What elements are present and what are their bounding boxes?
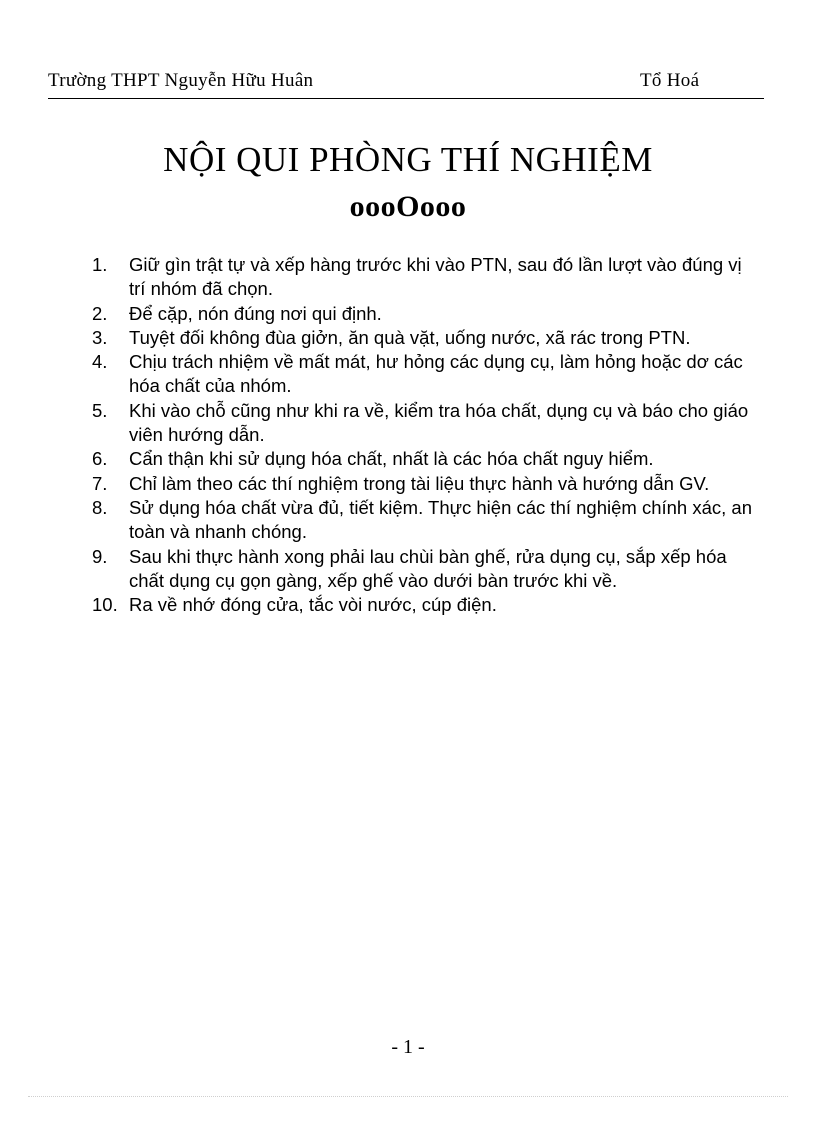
rule-number: 5. bbox=[92, 399, 108, 421]
rule-number: 8. bbox=[92, 496, 108, 518]
rule-item bbox=[92, 253, 762, 302]
rule-item bbox=[92, 593, 762, 617]
rule-text: Cẩn thận khi sử dụng hóa chất, nhất là các hóa chất nguy hiểm. bbox=[129, 448, 654, 470]
rule-text: Sau khi thực hành xong phải lau chùi bàn ghế, rửa dụng cụ, sắp xếp hóa chất dụng cụ gọn gàng, xếp ghế vào dưới bàn trước khi về. bbox=[129, 545, 727, 591]
rule-item bbox=[92, 350, 762, 399]
rule-item bbox=[92, 326, 762, 350]
rule-text: Sử dụng hóa chất vừa đủ, tiết kiệm. Thực hiện các thí nghiệm chính xác, an toàn và nhanh chóng. bbox=[129, 496, 752, 543]
page-number: - 1 - bbox=[391, 1036, 425, 1058]
rules-list bbox=[92, 253, 762, 617]
rule-text: Khi vào chỗ cũng như khi ra về, kiểm tra hóa chất, dụng cụ và báo cho giáo viên hướng dẫn. bbox=[129, 399, 749, 446]
department-name: Tổ Hoá bbox=[640, 70, 700, 91]
rule-number: 4. bbox=[92, 351, 108, 373]
rule-number: 10. bbox=[92, 594, 118, 616]
rule-item bbox=[92, 496, 762, 545]
rule-text: Để cặp, nón đúng nơi qui định. bbox=[129, 302, 382, 324]
rule-item bbox=[92, 447, 762, 471]
rule-item bbox=[92, 302, 762, 326]
page-bottom-divider bbox=[28, 1096, 788, 1097]
rule-number: 2. bbox=[92, 302, 108, 324]
rule-text: Giữ gìn trật tự và xếp hàng trước khi vào PTN, sau đó lần lượt vào đúng vị trí nhóm đã chọn. bbox=[129, 254, 742, 300]
page-header bbox=[48, 66, 764, 99]
school-name: Trường THPT Nguyễn Hữu Huân bbox=[48, 70, 314, 91]
rule-number: 3. bbox=[92, 326, 108, 348]
rule-item bbox=[92, 399, 762, 448]
rule-number: 9. bbox=[92, 545, 108, 567]
rule-text: Chỉ làm theo các thí nghiệm trong tài liệu thực hành và hướng dẫn GV. bbox=[129, 472, 710, 494]
rule-number: 7. bbox=[92, 472, 108, 494]
rule-number: 1. bbox=[92, 254, 108, 275]
rule-text: Tuyệt đối không đùa giởn, ăn quà vặt, uống nước, xã rác trong PTN. bbox=[129, 326, 691, 348]
title-ornament: oooOooo bbox=[349, 190, 467, 223]
rule-item bbox=[92, 545, 762, 594]
rule-text: Ra về nhớ đóng cửa, tắc vòi nước, cúp điện. bbox=[129, 594, 497, 616]
rule-text: Chịu trách nhiệm về mất mát, hư hỏng các dụng cụ, làm hỏng hoặc dơ các hóa chất của nhóm. bbox=[129, 351, 743, 397]
rule-item bbox=[92, 472, 762, 496]
document-title: NỘI QUI PHÒNG THÍ NGHIỆM bbox=[163, 140, 653, 179]
rule-number: 6. bbox=[92, 448, 108, 470]
